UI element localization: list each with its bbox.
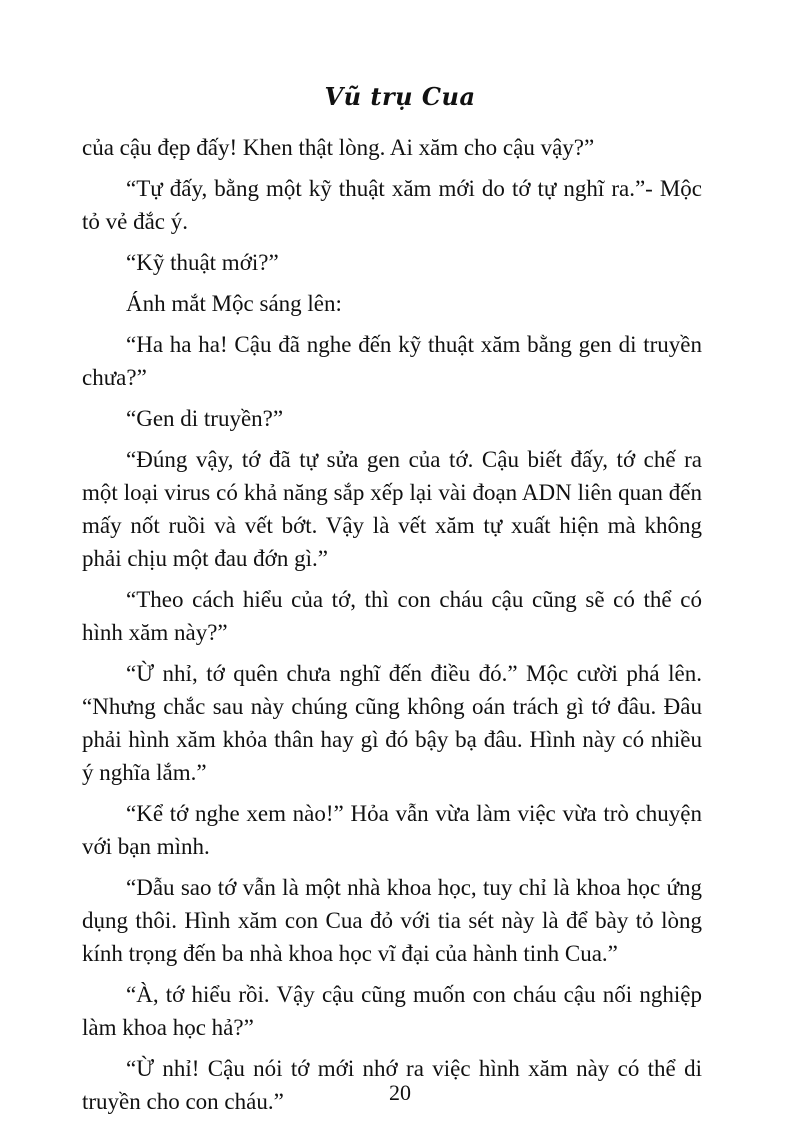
paragraph: “Ừ nhỉ, tớ quên chưa nghĩ đến điều đó.” Mộc cười phá lên. “Nhưng chắc sau này chúng cũng không oán trách gì tớ đâu. Đâu phải hình xăm khỏa thân hay gì đó bậy bạ đâu. Hình này có nhiều ý nghĩa lắm.” bbox=[82, 661, 702, 785]
paragraph: “Gen di truyền?” bbox=[126, 406, 284, 431]
running-header-title: Vũ trụ Cua bbox=[324, 82, 476, 111]
paragraph: Ánh mắt Mộc sáng lên: bbox=[126, 291, 342, 316]
page-number: 20 bbox=[389, 1080, 411, 1105]
paragraph: của cậu đẹp đấy! Khen thật lòng. Ai xăm cho cậu vậy?” bbox=[82, 135, 595, 160]
body-text bbox=[82, 131, 702, 1126]
paragraph: “Tự đấy, bằng một kỹ thuật xăm mới do tớ tự nghĩ ra.”- Mộc tỏ vẻ đắc ý. bbox=[82, 176, 702, 234]
paragraph: “Dẫu sao tớ vẫn là một nhà khoa học, tuy chỉ là khoa học ứng dụng thôi. Hình xăm con Cua đỏ với tia sét này là để bày tỏ lòng kính trọng đến ba nhà khoa học vĩ đại của hành tinh Cua.” bbox=[82, 875, 702, 966]
paragraph: “Ừ nhỉ! Cậu nói tớ mới nhớ ra việc hình xăm này có thể di truyền cho con cháu.” bbox=[82, 1056, 702, 1114]
paragraph: “Kỹ thuật mới?” bbox=[126, 250, 279, 275]
paragraph: “Đúng vậy, tớ đã tự sửa gen của tớ. Cậu biết đấy, tớ chế ra một loại virus có khả năng sắp xếp lại vài đoạn ADN liên quan đến mấy nốt ruồi và vết bớt. Vậy là vết xăm tự xuất hiện mà không phải chịu một đau đớn gì.” bbox=[82, 447, 702, 571]
paragraph: “À, tớ hiểu rồi. Vậy cậu cũng muốn con cháu cậu nối nghiệp làm khoa học hả?” bbox=[82, 982, 702, 1040]
paragraph: “Ha ha ha! Cậu đã nghe đến kỹ thuật xăm bằng gen di truyền chưa?” bbox=[82, 332, 702, 390]
paragraph: “Kể tớ nghe xem nào!” Hỏa vẫn vừa làm việc vừa trò chuyện với bạn mình. bbox=[82, 801, 702, 859]
paragraph: “Theo cách hiểu của tớ, thì con cháu cậu cũng sẽ có thể có hình xăm này?” bbox=[82, 587, 702, 645]
